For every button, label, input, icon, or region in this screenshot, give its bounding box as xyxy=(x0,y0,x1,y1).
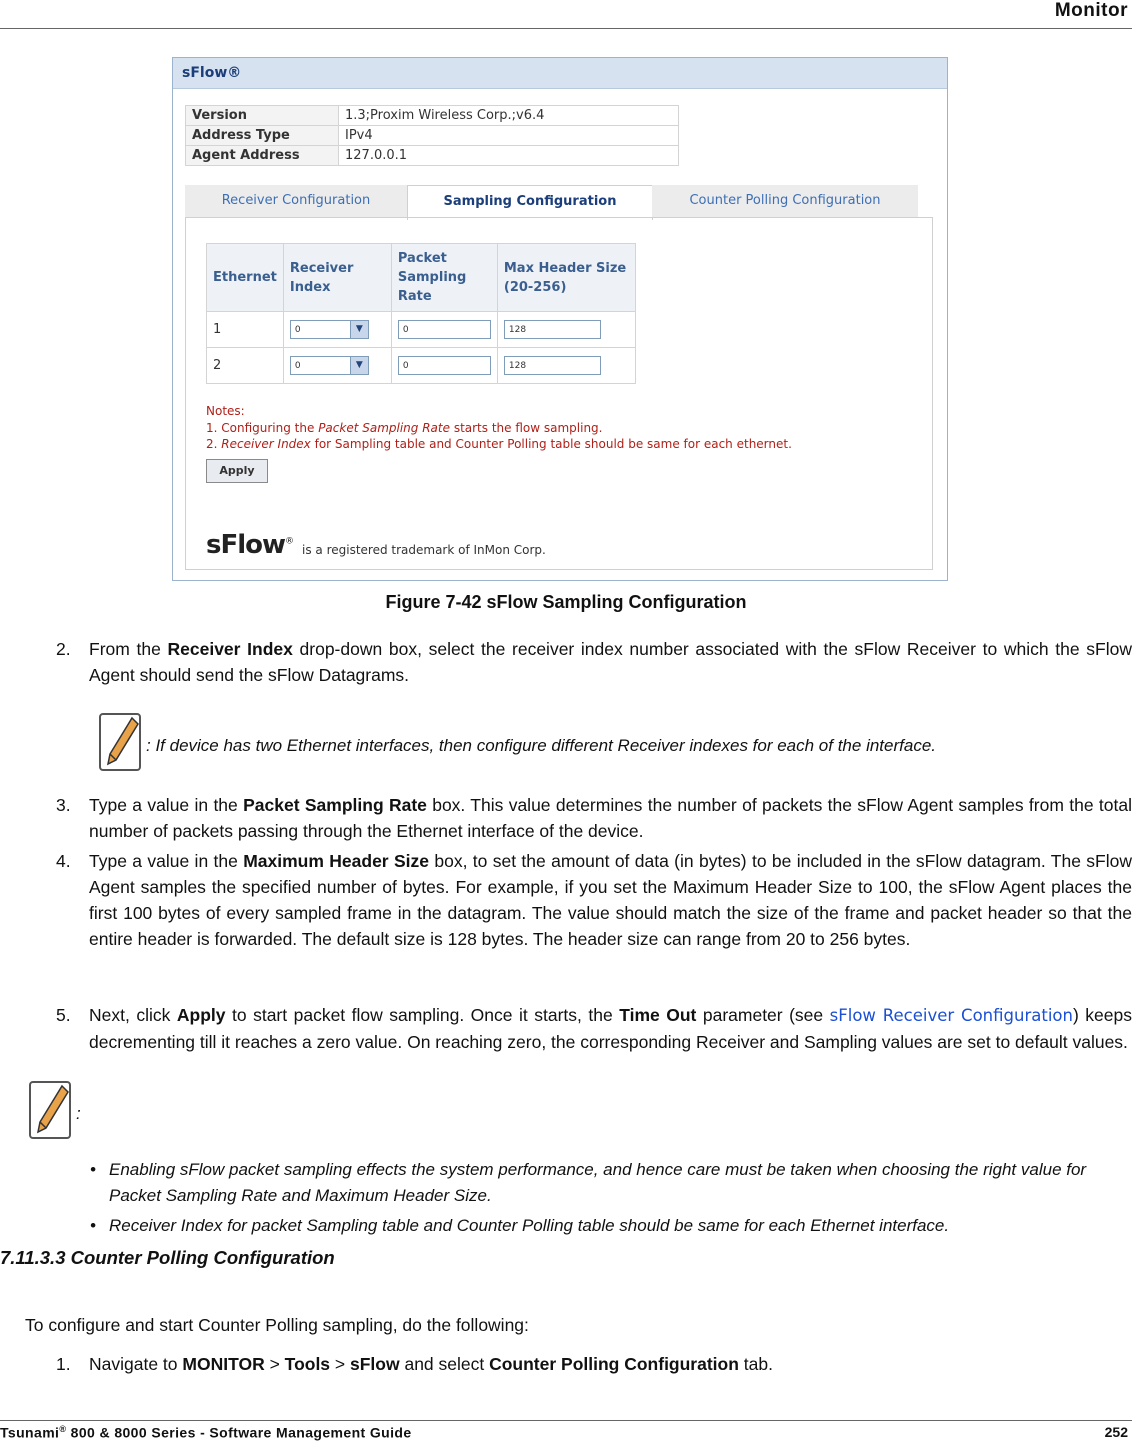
receiver-index-select[interactable] xyxy=(290,320,369,339)
note-text: : xyxy=(76,1104,81,1123)
col-receiver-index: Receiver Index xyxy=(283,244,391,312)
footer-divider xyxy=(0,1420,1132,1421)
note-1: 1. Configuring the Packet Sampling Rate starts the flow sampling. xyxy=(206,420,603,435)
step-3-text: Type a value in the Packet Sampling Rate box. This value determines the number of packets the sFlow Agent samples from the total number of packets passing through the Ethernet interface of the device. xyxy=(89,795,1132,841)
bullet-item: Enabling sFlow packet sampling effects the system performance, and hence care must be taken when choosing the right value for Packet Sampling Rate and Maximum Header Size. xyxy=(109,1160,1087,1205)
note-pencil-icon xyxy=(98,712,142,772)
tab-receiver-configuration[interactable]: Receiver Configuration xyxy=(185,185,407,217)
page-header-title: Monitor xyxy=(1054,0,1128,21)
step-5-text: Next, click Apply to start packet flow sampling. Once it starts, the Time Out parameter (see sFlow Receiver Configuration) keeps decrementing till it reaches a zero value. On reaching zero, the corresponding Receiver and Sampling values are set to default values. xyxy=(89,1005,1132,1052)
notes-block xyxy=(206,403,792,453)
col-max-header-size: Max Header Size (20-256) xyxy=(497,244,635,312)
trademark-text: is a registered trademark of InMon Corp. xyxy=(302,543,546,557)
section-heading: 7.11.3.3 Counter Polling Configuration xyxy=(0,1247,335,1268)
packet-sampling-rate-input[interactable]: 0 xyxy=(398,320,491,339)
table-row xyxy=(207,312,636,348)
figure-caption: Figure 7-42 sFlow Sampling Configuration xyxy=(385,592,747,612)
bullet-marker: • xyxy=(90,1160,96,1179)
step-number: 2. xyxy=(56,639,71,659)
sflow-receiver-configuration-link[interactable]: sFlow Receiver Configuration xyxy=(829,1006,1073,1025)
tab-sampling-configuration[interactable]: Sampling Configuration xyxy=(407,185,653,220)
info-value: 1.3;Proxim Wireless Corp.;v6.4 xyxy=(339,106,679,126)
tab-bar xyxy=(185,185,931,218)
footer-title: Tsunami® 800 & 8000 Series - Software Management Guide xyxy=(0,1424,412,1441)
col-ethernet: Ethernet xyxy=(207,244,284,312)
figure-title: sFlow® xyxy=(173,58,947,89)
sflow-figure xyxy=(172,57,948,581)
info-key: Version xyxy=(186,106,339,126)
col-packet-sampling-rate: Packet Sampling Rate xyxy=(391,244,497,312)
table-row xyxy=(186,126,679,146)
table-row xyxy=(186,146,679,166)
max-header-size-input[interactable]: 128 xyxy=(504,320,601,339)
note-pencil-icon xyxy=(28,1080,72,1140)
note-text: : If device has two Ethernet interfaces, then configure different Receiver indexes for each of the interface. xyxy=(146,736,936,755)
step-number: 4. xyxy=(56,851,71,871)
info-key: Agent Address xyxy=(186,146,339,166)
notes-label: Notes: xyxy=(206,404,245,418)
chevron-down-icon: ▼ xyxy=(350,357,368,374)
intro-text: To configure and start Counter Polling sampling, do the following: xyxy=(25,1315,529,1335)
ethernet-id: 2 xyxy=(207,348,284,384)
page-number: 252 xyxy=(1104,1424,1128,1440)
select-value: 0 xyxy=(294,361,301,371)
sampling-panel xyxy=(185,217,933,570)
info-value: 127.0.0.1 xyxy=(339,146,679,166)
select-value: 0 xyxy=(294,325,301,335)
table-row xyxy=(207,348,636,384)
step-number: 3. xyxy=(56,795,71,815)
apply-button[interactable]: Apply xyxy=(206,459,268,483)
sampling-table xyxy=(206,243,636,384)
max-header-size-input[interactable]: 128 xyxy=(504,356,601,375)
receiver-index-select[interactable] xyxy=(290,356,369,375)
step-2-text: From the Receiver Index drop-down box, select the receiver index number associated with the sFlow Receiver to which the sFlow Agent should send the sFlow Datagrams. xyxy=(89,639,1132,685)
step-number: 5. xyxy=(56,1005,71,1025)
note-2: 2. Receiver Index for Sampling table and Counter Polling table should be same for each ethernet. xyxy=(206,437,792,451)
step-number: 1. xyxy=(56,1354,71,1374)
bullet-item: Receiver Index for packet Sampling table and Counter Polling table should be same for each Ethernet interface. xyxy=(109,1216,950,1235)
agent-info-table xyxy=(185,105,679,166)
table-header-row xyxy=(207,244,636,312)
tab-counter-polling-configuration[interactable]: Counter Polling Configuration xyxy=(652,185,918,217)
step-4-text: Type a value in the Maximum Header Size box, to set the amount of data (in bytes) to be included in the sFlow datagram. The sFlow Agent samples the specified number of bytes. For example, if you set the Maximum Header Size to 100, the sFlow Agent places the first 100 bytes of every sampled frame in the datagram. The value should match the size of the frame and packet header so that the entire header is forwarded. The default size is 128 bytes. The header size can range from 20 to 256 bytes. xyxy=(89,851,1132,949)
ethernet-id: 1 xyxy=(207,312,284,348)
header-divider xyxy=(0,28,1132,29)
info-key: Address Type xyxy=(186,126,339,146)
table-row xyxy=(186,106,679,126)
chevron-down-icon: ▼ xyxy=(350,321,368,338)
sflow-logo: sFlow® xyxy=(206,530,294,560)
step-1-text: Navigate to MONITOR > Tools > sFlow and select Counter Polling Configuration tab. xyxy=(89,1354,773,1374)
bullet-marker: • xyxy=(90,1216,96,1235)
packet-sampling-rate-input[interactable]: 0 xyxy=(398,356,491,375)
info-value: IPv4 xyxy=(339,126,679,146)
